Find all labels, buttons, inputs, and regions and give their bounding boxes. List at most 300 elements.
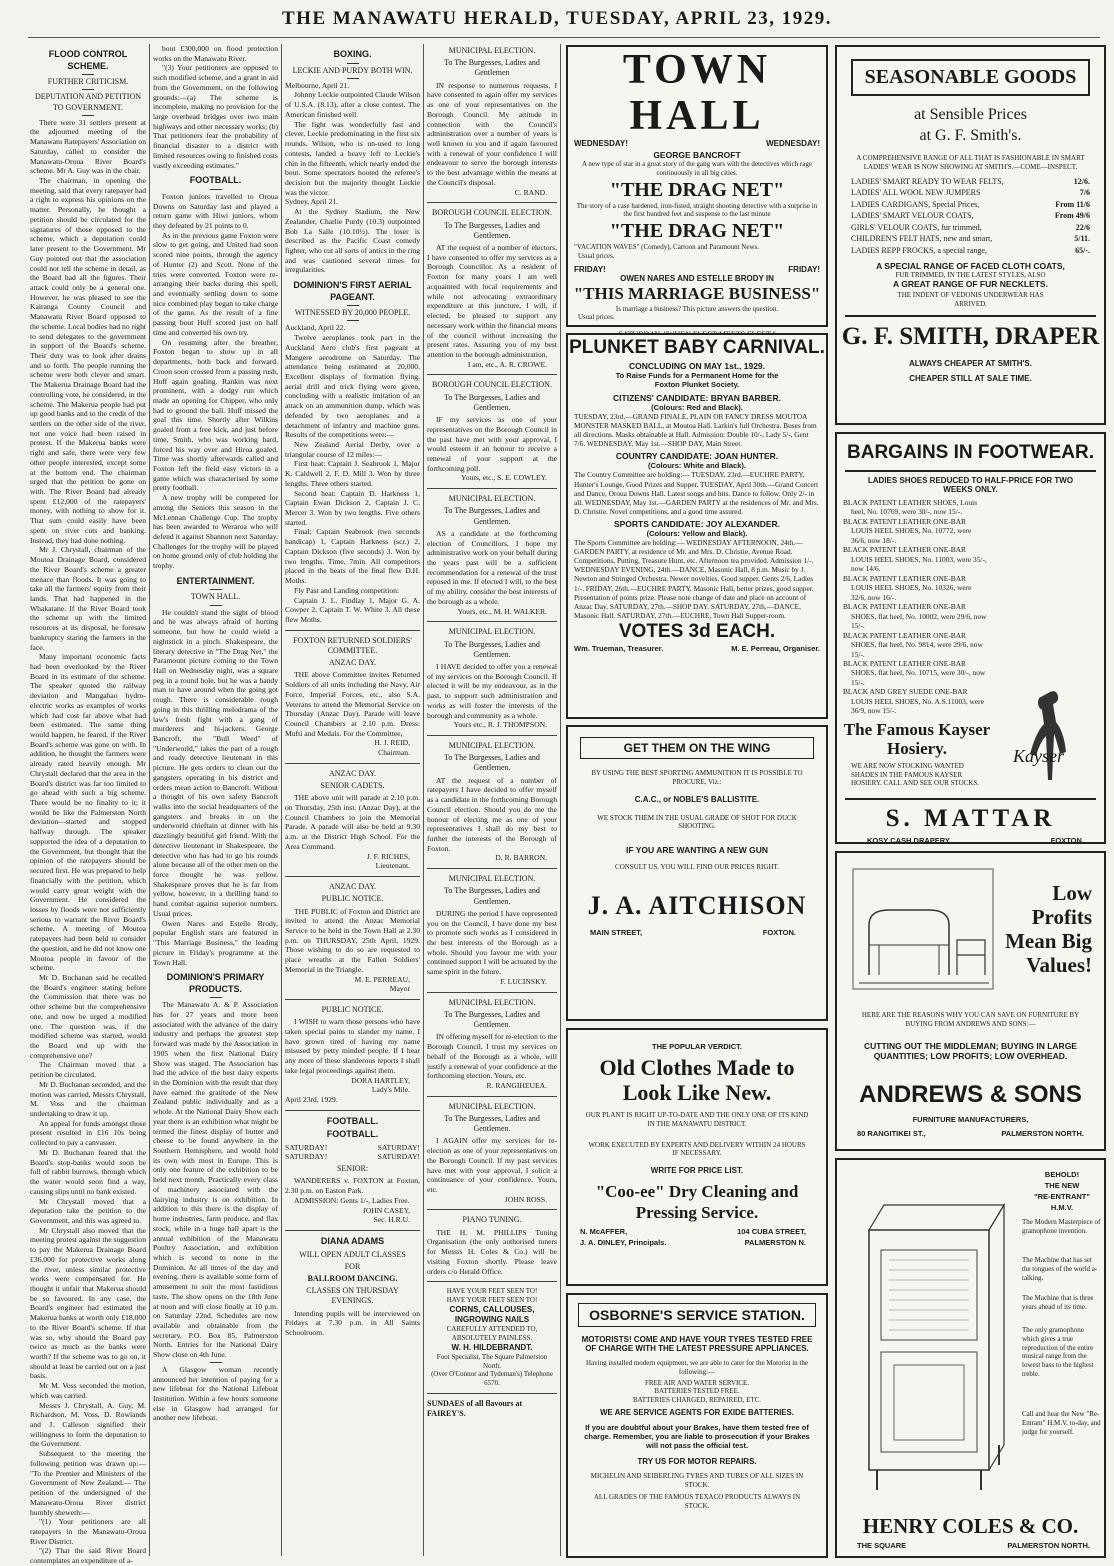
column-rule — [423, 44, 424, 1556]
service-item: BATTERIES CHARGED, REPAIRED, ETC. — [632, 1396, 762, 1404]
address-row — [857, 1129, 1084, 1138]
day-label: FRIDAY! — [574, 264, 606, 274]
signature: D. R. BARRON. — [495, 853, 547, 863]
star-name: GEORGE BANCROFT — [653, 150, 741, 160]
paragraph: "(1) Your petitioners are all ratepayers in the Manawatu-Oroua River District. — [30, 1517, 146, 1546]
subheadline: WITNESSED BY 20,000 PEOPLE. — [294, 308, 411, 318]
ad-line: A new type of star in a great story of the gang wars with the detectives which rage continuously in all big cities. — [582, 160, 812, 177]
headline: DOMINION'S FIRST AERIAL PAGEANT. — [293, 280, 412, 302]
candidate-events: The Sports Committee are holding:— WEDNESDAY AFTERNOON, 24th.—GARDEN PARTY, at residence of Mr. and Mrs. D. Christie, Avenue Road. Competitions, Putting, Treasure Hunt, etc. Afternoon tea provided. Admission 1/-. WEDNESDAY EVENING, 24th.—DANCE, Masonic Hall, 8 p.m. Music by J. Newton and Stringed Orchestra. Newer novelties. Good supper. Gents 2/6, Ladies 1/-. FRIDAY, 26th.—EUCHRE PARTY, Masonic Hall, better prizes, good supper. Presentation of points prize. Please note change of date and place on account of Anzac Day. SATURDAY, 27th.—SHOP DAY. SATURDAY, 27th.—DANCE, Masonic Hall. SATURDAY, 27th.—EUCHRE, Town Hall Supper-room. — [574, 537, 814, 620]
ad-line: FUR TRIMMED, IN THE LATEST STYLES, ALSO — [895, 270, 1046, 279]
notice-salutation: To The Burgesses, Ladies and Gentlemen. — [444, 220, 540, 240]
subheadline: DEPUTATION AND PETITION TO GOVERNMENT. — [34, 92, 141, 112]
paragraph: Subsequent to the meeting the following petition was drawn up:— "To the Premier and Ministers of the Government of New Zealand.— The petition of the undersigned of the Manawatu-Oroua River district humbly sheweth:— — [30, 1449, 146, 1517]
signature: Yours etc., R. J. THOMPSON. — [453, 720, 547, 730]
admission: ADMISSION: Gents 1/-, Ladies Free. — [294, 1195, 410, 1205]
ad-line: If you are doubtful about your Brakes, have them tested free of charge. Remember, you are liable to prosecution if your Brakes will not pass the official test. — [584, 1422, 810, 1450]
notice-salutation: To The Burgesses, Ladies and Gentlemen. — [444, 1113, 540, 1134]
address: 80 RANGITIKEI ST., — [857, 1129, 926, 1138]
signature: JOHN ROSS. — [504, 1194, 547, 1204]
election-notice — [427, 380, 557, 483]
paragraph: Many important economic facts had been overlooked by the River Board in its estimate of the scheme. The speaker quoted the railway deviation and Mangahao hydro-electric works as examples of works which had cost far above what had been estimated. The same thing would happen, he feared, if the River Board's scheme was gone on with. In addition, he thought the farmers were already rated heavily enough. Mr Chrystall declared that the area in the Board's district was far too limited to go ahead with such a big scheme. There would be no finality to it; it would be like the Palmerston North deviation—started and stopped halfway through. The speaker supported the idea of a deputation to the Government, but thought that the opinion of the ratepayers should be secured first. He was prepared to help financially with the petition, which would carry great weight with the Government. He considered the losses by floods were not sufficiently serious to warrant the River Board's scheme. A meeting of Moutoa ratepayers had been held to consider the question, and he did not know one Moutoa people in favour of the scheme. — [30, 652, 146, 973]
paragraph: Twelve aeroplanes took part in the Auckland Aero club's first pageant at Mangere aerodrome on Saturday. The attendance being estimated at 20,000. Excellent displays of formation flying, aerial drill and trick flying were given, concluding with a realistic imitation of an attack on an ammunition dump, which was defended by two aeroplanes and a detachment of infantry and machine guns. Results of the competitions were:— — [285, 333, 420, 440]
notice-body: DURING the period I have represented you on the Council, I have done my best to promote such works as I considered in the best interests of the Borough as a whole. Should you favour me with your continued support I will be actuated by the same spirit in the future. — [427, 908, 557, 977]
ad-title: SEASONABLE GOODS — [851, 59, 1090, 96]
town: PALMERSTON NORTH. — [1001, 1129, 1084, 1138]
item-price: 5/11. — [1074, 234, 1090, 244]
business-name: Pressing Service. — [635, 1203, 759, 1222]
ad-line: CHEAPER STILL AT SALE TIME. — [909, 373, 1032, 383]
ad-line: A SPECIAL RANGE OF FACED CLOTH COATS, — [876, 260, 1065, 271]
shoe-item: BLACK PATENT LEATHER ONE-BAR SHOES, flat heel, No. 10002, were 29/6, now 15/-. — [843, 602, 987, 631]
ad-line: Usual prices. — [578, 313, 615, 322]
ad-line: CONSULT US. YOU WILL FIND OUR PRICES RIGHT. — [615, 863, 779, 871]
paragraph: Second heat: Captain D. Harkness 1, Captain Ewan Dickson 2, Captain J. C. Mercer 3. Won by two lengths. Five others started. — [285, 488, 420, 527]
ad-title-line: Profits — [1031, 905, 1092, 929]
paragraph: The Chairman moved that a petition be circulated. — [30, 1060, 146, 1080]
ad-title-line: Values! — [1026, 953, 1092, 977]
notice-subheading: ANZAC DAY. — [328, 658, 377, 668]
advertiser-name: S. MATTAR — [885, 805, 1056, 833]
dateline: Sydney, April 21. — [285, 197, 339, 207]
dateline: Auckland, April 22. — [285, 323, 346, 333]
shoe-item: BLACK PATENT LEATHER ONE-BAR LOUIS HEEL SHOES, No. 10326, were 32/6, now 16/-. — [843, 573, 972, 602]
gf-smith-ad — [835, 45, 1106, 425]
item-name: LADIES' SMART VELOUR COATS, — [851, 211, 974, 221]
paragraph: A new trophy will be competed for among the Seniors this season in the McLennan Challenge Cup. The trophy has been awarded to Weraroa who will defend it against Shannon next Saturday. Challenges for the trophy will be played on home ground only of club holding the trophy. — [153, 493, 278, 571]
ad-line: Having installed modern equipment, we are able to cater for the Motorist in the following:— — [586, 1359, 808, 1376]
notice-body: THE H. M. PHILLIPS Tuning Organisation (the only authorised tuners for Messrs H. Coles & Co.) will be visiting Foxton shortly. Please leave orders c/o Herald Office. — [427, 1227, 557, 1276]
price-item — [837, 199, 1104, 211]
service-item: BATTERIES TESTED FREE. — [654, 1387, 740, 1396]
paragraph: Captain J. L. Findlay 1, Major G. A. Cowper 2, Captain T. W. White 3. All these flew Moths. — [285, 595, 420, 624]
furniture-illustration — [849, 865, 999, 995]
ad-line: Intending pupils will be interviewed on Fridays at 7.30 p.m. in All Saints Schoolroom. — [285, 1308, 420, 1338]
ad-line: THE INDENT OF VEDONIS UNDERWEAR HAS ARRIVED. — [897, 291, 1044, 309]
item-price: 65/-. — [1075, 246, 1090, 256]
notice-heading: MUNICIPAL ELECTION. — [448, 627, 536, 637]
foot-specialist-ad — [427, 1287, 557, 1388]
advertiser-name: HENRY COLES & CO. — [862, 1514, 1079, 1538]
paragraph: The fight was wonderfully fast and clever, Leckie predominating in the first six rounds. Wilson, who is un-used to long contests, landed a heavy left to Leckie's chin in the fifteenth, which nearly ended the bout. Some spectators hooted the referee's decision but the majority thought Leckie was the victor. — [285, 119, 420, 197]
film-title: "THE DRAG NET" — [609, 178, 785, 201]
paragraph: There were 31 settlers present at the adjourned meeting of the Manawatu Ratepayers' Association on Saturday, called to consider the Manawatu-Oroua River Board's scheme. Mr A. Guy was in the chair. — [30, 117, 146, 176]
day-label: SATURDAY! — [377, 1152, 420, 1162]
notice-body: I WISH to warn those persons who have taken special pains to slander my name. I have grown tired of having my name misused by petty minded people. If I hear any more of these slanderous reports I shall take legal proceedings against them. — [285, 1017, 420, 1075]
shoe-item: BLACK AND GREY SUEDE ONE-BAR LOUIS HEEL SHOES, No. A.S.11003, were 36/9, now 15/-. — [843, 687, 984, 716]
price-item — [837, 222, 1104, 234]
signature: DORA HARTLEY, — [351, 1075, 410, 1085]
election-notice — [427, 998, 557, 1091]
item-name: CHILDREN'S FELT HATS, new and smart, — [851, 234, 993, 244]
day-label: SATURDAY! — [285, 1142, 328, 1152]
election-notice — [427, 208, 557, 369]
shoe-item: BLACK PATENT LEATHER SHOES, Louis heel, No. 10769, were 30/-, now 15/-. — [843, 498, 978, 517]
notice-salutation: To The Burgesses, Ladies and Gentlemen. — [444, 639, 540, 659]
article-flood-control — [30, 44, 146, 1566]
kayser-heading: The Famous Kayser — [843, 719, 991, 739]
paragraph: "(3) Your petitioners are opposed to such modified scheme, and a grant in aid from the Government, on the following grounds:—(a) The scheme is incomplete, making no provision for the large overhead bridges over two main highways and other necessary works; (b) That petitioners fear the probability of financial disaster to a district with limited resources owing to finished costs vastly exceeding estimates." — [153, 63, 278, 170]
ad-line: ALWAYS CHEAPER AT SMITH'S. — [909, 358, 1032, 368]
candidate-colours: (Colours: White and Black). — [648, 461, 746, 471]
notice-salutation: To The Burgesses, Ladies and Gentlemen. — [444, 886, 540, 906]
paragraph: Johnny Leckie outpointed Claude Wilson of U.S.A. (8.13), after a close contest. The American finished well. — [285, 90, 420, 119]
notice-heading: ANZAC DAY. — [328, 882, 377, 892]
notice-salutation: To The Burgesses, Ladies and Gentlemen — [444, 58, 540, 78]
notice-heading: BOROUGH COUNCIL ELECTION. — [432, 380, 552, 390]
candidate-heading: SPORTS CANDIDATE: JOY ALEXANDER. — [613, 518, 781, 529]
signature-title: Lieutenant. — [375, 861, 410, 871]
paragraph: An appeal for funds amongst those present resulted in £16 10s being collected to pay a canvasser. — [30, 1118, 146, 1148]
principal-row — [568, 1236, 826, 1247]
paragraph: Owen Nares and Estelle Brody, popular English stars are featured in "This Marriage Business," the leading picture in Friday's programme at the Town Hall. — [153, 918, 278, 967]
headline: FOOTBALL. — [326, 1129, 379, 1140]
signature: M. E. PERREAU, — [354, 974, 410, 984]
paragraph: Mr J. Chrystall, chairman of the Moutoa Drainage Board, considered the River Board's scheme a greater menace than floods. It was going to take all the farmers' equity from their lands. That had happened in the Whakatane. If the River Board took the scheme up with the limited resources at its disposal, he foresaw bankruptcy staring the farmers in the face. — [30, 545, 146, 652]
piano-notice — [427, 1215, 557, 1276]
item-price: From 11/6 — [1055, 199, 1090, 209]
paragraph: Messrs J. Chrystall, A. Guy, M. Richardson, M. Voss, D. Rowlands and J. Calleson signified their willingness to form the deputation to the Government. — [30, 1400, 146, 1449]
business-name: "Coo-ee" Dry Cleaning and — [595, 1182, 799, 1201]
ad-paragraph: The Modern Masterpiece of gramophone invention. — [1022, 1218, 1101, 1235]
shoe-item: BLACK PATENT LEATHER ONE-BAR SHOES, flat heel, No. 10715, were 30/-, now 15/-. — [843, 658, 986, 687]
principal-row — [568, 1223, 826, 1236]
ad-title: Look Like New. — [622, 1080, 772, 1105]
item-price: From 49/6 — [1054, 211, 1090, 221]
ad-line: Is marriage a business? This picture answers the question. — [615, 304, 779, 313]
notice-heading: FOXTON RETURNED SOLDIERS' COMMITTEE. — [293, 635, 412, 655]
signature: I am, etc., A. R. CROWE. — [467, 359, 547, 369]
saturday-row — [285, 1143, 420, 1153]
ad-title: BARGAINS IN FOOTWEAR. — [847, 442, 1094, 463]
ad-line: WILL OPEN ADULT CLASSES — [299, 1249, 406, 1259]
notice-body: IN response to numerous requests, I have consented to again offer my services as one of your representatives on the Borough Council. My attitude in connection with the Council's administration over a number of years is well known to you and if again favoured with a renewal of your confidence I will endeavour to serve the borough interests to the best advantage within the means at the Council's disposal. — [427, 80, 557, 187]
ad-title: PLUNKET BABY CARNIVAL. — [569, 337, 825, 358]
notice-heading: MUNICIPAL ELECTION. — [448, 1101, 536, 1111]
ad-line: H.M.V. — [1050, 1203, 1074, 1212]
candidate-events: TUESDAY, 23rd.—GRAND FINALE, PLAIN OR FANCY DRESS MOUTOA MONSTER MASKED BALL, at Moutoa Hall. Larkin's full Orchestra. Buses from all directions. Masks obtainable at Hall. Admission: Double 10/-, Lady 5/-, Gent 7/6. WEDNESDAY, May 1st.—SHOP DAY, Main Street. — [574, 412, 817, 449]
film-title: "THIS MARRIAGE BUSINESS" — [573, 283, 821, 303]
election-notice — [427, 46, 557, 197]
subheadline: LECKIE AND PURDY BOTH WIN. — [292, 65, 413, 75]
ad-line: Foot Specialist, The Square Palmerston North. — [436, 1352, 548, 1370]
notice-heading: MUNICIPAL ELECTION. — [448, 997, 536, 1007]
ad-line: WE ARE NOW STOCKING WANTED SHADES IN THE FAMOUS KAYSER HOSIERY. CALL AND SEE OUR STOCKS. — [851, 761, 980, 788]
headline: DOMINION'S PRIMARY PRODUCTS. — [166, 972, 265, 994]
principal: N. McAFFER, — [580, 1227, 628, 1236]
item-price: 7/6 — [1079, 188, 1090, 198]
item-price: 12/6. — [1073, 176, 1090, 186]
town: FOXTON. — [1050, 836, 1084, 846]
item-name: LADIES REPP FROCKS, a special range, — [851, 246, 987, 256]
ad-line: Usual prices. — [578, 251, 615, 260]
treasurer: Wm. Trueman, Treasurer. — [574, 643, 664, 653]
paragraph: As in the previous game Foxton were slow to get going, and United had soon scored nine points, through the agency of Hunter (2) and Scott. None of the tries were converted. Foxton were re-arranging their backs during this spell, and eventually settling down to some nice combined play began to take charge of the game. As the result of a fine passing bout Huff scored just on half time and converted his own try. — [153, 230, 278, 337]
headline: ENTERTAINMENT. — [176, 575, 255, 586]
organiser: M. E. Perreau, Organiser. — [731, 643, 820, 653]
shoe-item: BLACK PATENT LEATHER ONE-BAR SHOES, flat heel, No. 9814, were 29/6, now 15/-. — [843, 630, 983, 659]
paragraph: New Zealand Aerial Derby, over a triangular course of 12 miles:— — [285, 440, 420, 459]
service-item: FREE AIR AND WATER SERVICE. — [644, 1378, 750, 1387]
address-row — [568, 922, 826, 937]
candidate-colours: (Colours: Yellow and Black). — [646, 528, 748, 538]
ad-title-line: Low — [1052, 881, 1092, 905]
ad-title: Old Clothes Made to — [599, 1055, 795, 1080]
match-details: WANDERERS v. FOXTON at Foxton, 2.30 p.m. on Easton Park. — [285, 1176, 420, 1196]
notice-body: I HAVE decided to offer you a renewal of my services on the Borough Council. If elected it will be my endeavour, as in the past, to support such administration and works as will foster the interests of the borough and community as a whole. — [427, 661, 557, 720]
notice-date: April 23rd, 1929. — [285, 1094, 338, 1104]
advertiser-name: DIANA ADAMS — [320, 1236, 385, 1246]
ad-line: BALLROOM DANCING. — [307, 1273, 398, 1283]
advertiser-name: G. F. SMITH, DRAPER — [841, 322, 1100, 350]
notice-heading: MUNICIPAL ELECTION. — [448, 46, 536, 55]
signature: JOHN CASEY, — [362, 1205, 410, 1215]
notice-salutation: To The Burgesses, Ladies and Gentlemen. — [444, 506, 540, 526]
ad-line: WE STOCK THEM IN THE USUAL GRADE OF SHOT FOR DUCK SHOOTING. — [597, 813, 797, 831]
price-item — [837, 187, 1104, 199]
ad-title: GET THEM ON THE WING — [580, 737, 814, 759]
notice-body: I AGAIN offer my services for re-election as one of your representatives on the Borough Council. If my past services have met with your approval, I solicit a continuance of your confidence. Yours, etc. — [427, 1136, 557, 1194]
principal: J. A. DINLEY, Principals. — [580, 1238, 667, 1247]
notice-body: IN offering myself for re-election to the Borough Council, I trust my services on behalf of the Borough as a whole, will justify a renewal of your confidence at the forthcoming election. Yours, etc. — [427, 1032, 557, 1081]
ad-paragraph: The Machine that is three years ahead of its time. — [1022, 1294, 1094, 1311]
ad-line: WORK EXECUTED BY EXPERTS AND DELIVERY WITHIN 24 HOURS IF NECESSARY. — [588, 1140, 806, 1158]
signature: F. LUCINSKY. — [500, 976, 547, 986]
shoe-item: BLACK PATENT LEATHER ONE-BAR LOUIS HEEL SHOES, No. 11003, were 35/-, now 14/6. — [843, 545, 987, 574]
notice-body: AT the request of a number of electors, I have consented to offer my services as a Borough Councillor. As a resident of Foxton for many years I am well acquainted with local requirements and while not advocating extraordinary expenditure at this juncture, I will, if elected, be pleased to support any necessary work within the financial means of the council without increasing the present rates. Assuring you of my best attention to the borough administration, — [427, 243, 557, 359]
address: MAIN STREET, — [590, 927, 643, 937]
item-name: GIRLS' VELOUR COATS, fur trimmed, — [851, 222, 982, 232]
item-name: LADIES' ALL WOOL NEW JUMPERS — [851, 188, 981, 198]
notice-salutation: To The Burgesses, Ladies and Gentlemen. — [444, 753, 540, 773]
ad-title — [1005, 881, 1092, 977]
paragraph: Mr D. Buchanan said he recalled the Board's engineer stating before the Commission that there was no other scheme but the comprehensive one, and now he urged a modified one. The question was, if the modified scheme was started, would the Board end up with the comprehensive one? — [30, 972, 146, 1060]
ad-line: LADIES SHOES REDUCED TO HALF-PRICE FOR TWO WEEKS ONLY. — [867, 476, 1074, 494]
gramophone-cabinet-illustration — [849, 1190, 1019, 1510]
ad-line: HERE ARE THE REASONS WHY YOU CAN SAVE ON FURNITURE BY BUYING FROM ANDREWS AND SONS:— — [861, 1011, 1080, 1028]
advertiser-name: J. A. AITCHISON — [587, 890, 807, 920]
ad-line: CUTTING OUT THE MIDDLEMAN; BUYING IN LARGE QUANTITIES; LOW PROFITS; LOW OVERHEAD. — [864, 1041, 1077, 1061]
tagline: KOSY CASH DRAPERY — [867, 836, 950, 846]
kayser-signature: Kayser — [1013, 746, 1064, 766]
column-rule — [149, 44, 150, 1556]
plunket-carnival-ad — [566, 333, 828, 719]
ad-line: THE POPULAR VERDICT. — [651, 1042, 742, 1051]
paragraph: Final: Captain Seabrook (two seconds handicap) 1, Captain Harkness (scr.) 2, Captain Dickson (five seconds) 3. Won by two lengths. Time, 7min. All competitors placed in the heats of the final flew D.H. Moths. — [285, 527, 420, 586]
paragraph: Mr Chrystall moved that a deputation take the petition to the Government, and this was agreed to. — [30, 1196, 146, 1225]
ad-line: at Sensible Prices — [914, 106, 1027, 123]
ad-line: A COMPREHENSIVE RANGE OF ALL THAT IS FASHIONABLE IN SMART LADIES' WEAR IS NOW SHOWING AT SMITH'S.—COME—INSPECT. — [856, 154, 1085, 171]
column-4-notices — [427, 44, 557, 1560]
dateline: Melbourne, April 21. — [285, 80, 350, 90]
day-label: WEDNESDAY! — [766, 139, 820, 148]
paragraph: Foxton juniors travelled to Oroua Downs on Saturday last and played a return game with Hiwi juniors, whom they defeated by 21 points to 0. — [153, 191, 278, 231]
notice-body: THE above unit will parade at 2.10 p.m. on Thursday, 25th inst. (Anzac Day), at the Council Chambers to join the Memorial Parade. A parade will also be held at 9.30 a.m. at the District High School. For the Area Command. — [285, 793, 420, 851]
paragraph: The chairman, in opening the meeting, said that every ratepayer had a right to express his opinions on the matter. Personally, he thought a petition should be circulated for the signatures of those opposed to the scheme, which a deputation could later present to the Government. Mr Guy pointed out that the association could not tell the scheme in detail, as the Board had all the figures. Their attack could only be a general one. However, he was pleased to see the Kairanga County Council and Manawatu River Board opposed to the scheme. Local bodies had no right to send delegates to the government in support of the Board's scheme. Their duty was to look after drains and so forth. The people running the scheme were both clever and smart. The Makerua Drainage Board had the controlling vote, he considered, in the scheme. The Makerua people had put up good banks and to the credit of the settlers on the other side of the river, not one voice had been raised in protest. If the Makerua banks were right and safe, there were very few other people interested, except some at the bottom end. The chairman urged that the petition be gone on with. The River Board had already spent £12,000 of the ratepayers' money, with nothing to show for it. That sum could easily have been spent on river cuts and banking. Instead, they had done nothing. — [30, 176, 146, 545]
ad-line: OUR PLANT IS RIGHT UP-TO-DATE AND THE ONLY ONE OF ITS KIND IN THE MANAWATU DISTRICT. — [585, 1111, 809, 1128]
column-rule — [281, 44, 282, 1556]
dry-cleaning-ad — [566, 1028, 828, 1286]
osborne-service-station-ad — [566, 1293, 828, 1558]
henry-coles-gramophone-ad — [835, 1158, 1106, 1558]
ad-line: (Over O'Connor and Tydeman's) Telephone 6570. — [431, 1370, 553, 1388]
ad-line: MOTORISTS! COME AND HAVE YOUR TYRES TESTED FREE OF CHARGE WITH THE LATEST PRESSURE APPLIANCES. — [581, 1335, 813, 1353]
ad-line: FURNITURE MANUFACTURERS, — [912, 1115, 1029, 1124]
column-2 — [153, 44, 278, 1560]
grade-label: SENIOR: — [336, 1164, 369, 1174]
notice-salutation: To The Burgesses, Ladies and Gentlemen. — [444, 1009, 540, 1030]
paragraph: Mr D. Buchanan seconded, and the motion was carried, Messrs Chrystall, M. Voss and the chairman undertaking to draw it up. — [30, 1079, 146, 1119]
ad-title: TOWN HALL — [622, 47, 772, 139]
ad-paragraph: Call and hear the New "Re-Entrant" H.M.V. to-day, and judge for yourself. — [1022, 1410, 1101, 1436]
paragraph: "(2) That the said River Board contemplates an expenditure of a- — [30, 1546, 146, 1566]
town: PALMERSTON NORTH. — [1007, 1541, 1090, 1550]
notice-subheading: SENIOR CADETS. — [320, 781, 385, 791]
notice-body: AS a candidate at the forthcoming election of Councillors, I hope my administrative work on your behalf during the years past will be a sufficient recommendation for a renewal of the trust reposed in me. If elected I will, to the best of my ability, consider the best interests of the borough as a whole. — [427, 528, 557, 606]
notice-heading: MUNICIPAL ELECTION. — [448, 494, 536, 504]
ad-line: Foxton Plunket Society. — [654, 380, 740, 389]
election-notice — [427, 874, 557, 986]
ad-line: C.A.C., or NOBLE'S BALLISTITE. — [634, 794, 760, 804]
ad-title-line: Mean Big — [1005, 929, 1092, 953]
advertiser-name: ANDREWS & SONS — [859, 1081, 1082, 1108]
friday-row — [568, 261, 826, 274]
column-rule — [560, 44, 561, 1556]
election-notice — [427, 627, 557, 730]
signature-title: Sec. H.R.U. — [373, 1215, 410, 1225]
ad-line: TRY US FOR MOTOR REPAIRS. — [637, 1456, 757, 1466]
item-price: 22/6 — [1075, 222, 1090, 232]
ad-line: "RE-ENTRANT" — [1034, 1192, 1090, 1201]
signature-title: Chairman. — [378, 748, 410, 758]
signature: H. J. REID, — [374, 738, 410, 748]
ad-line: CORNS, CALLOUSES, INGROWING NAILS — [449, 1304, 535, 1324]
notice-subheading: PUBLIC NOTICE. — [321, 894, 384, 904]
headline: FOOTBALL. — [189, 175, 242, 186]
paragraph: Mr Chrystall also moved that the meeting protest against the suggestion to pay the Makerua Drainage Board £36,000 for protective works along the river, unless similar protective works were compensated for. He thought it unfair that Makerua should be so favoured. In any case, the Board's engineer had estimated the Makerua banks at worth only £18,000 to the River Board's scheme. If that was so, why should the Board pay twice as much as the banks were worth? If the scheme was to go on, it should at least be carried out on a just basis. — [30, 1225, 146, 1381]
headline: FLOOD CONTROL SCHEME. — [48, 49, 128, 71]
fairey-ad: SUNDAES of all flavours at FAIREY'S. — [427, 1398, 523, 1419]
headline: FOOTBALL. — [326, 1115, 379, 1126]
address: 104 CUBA STREET, — [737, 1227, 806, 1236]
ad-line: ALL GRADES OF THE FAMOUS TEXACO PRODUCTS ALWAYS IN STOCK. — [593, 1493, 801, 1510]
election-notice — [427, 494, 557, 616]
shoe-item: BLACK PATENT LEATHER ONE-BAR LOUIS HEEL SHOES, No. 10772, were 36/6, now 18/-. — [843, 516, 972, 545]
signature: Yours, etc., S. E. COWLEY. — [461, 473, 547, 483]
paragraph: A Glasgow woman recently announced her intention of paying for a new lifeboat for the National Lifeboat Institution. Within a few hours someone else in Glasgow had arranged for another new lifeboat. — [153, 1364, 278, 1423]
ad-line: CLASSES ON THURSDAY EVENINGS. — [306, 1286, 399, 1306]
star-names: OWEN NARES AND ESTELLE BRODY IN — [620, 273, 774, 283]
saturday-row — [285, 1152, 420, 1162]
notice-body: AT the request of a number of ratepayers I have decided to offer myself as a candidate in the forthcoming Borough Council election. Should you do me the honour of electing me as one of your representatives I shall do my best to further the interests of the Borough of Foxton. — [427, 775, 557, 853]
column-3 — [285, 44, 420, 1560]
election-notice — [427, 741, 557, 863]
votes-banner: VOTES 3d EACH. — [618, 620, 776, 642]
notice-heading: BOROUGH COUNCIL ELECTION. — [432, 208, 552, 218]
signature: R. RANGIHEUEA. — [486, 1080, 547, 1090]
address-row — [857, 1541, 1090, 1550]
candidate-heading: COUNTRY CANDIDATE: JOAN HUNTER. — [615, 451, 779, 462]
ad-line: A GREAT RANGE OF FUR NECKLETS. — [893, 279, 1048, 290]
notice-salutation: To The Burgesses, Ladies and Gentlemen. — [444, 392, 540, 412]
masthead — [0, 0, 1114, 40]
mattar-footwear-ad — [835, 432, 1106, 844]
ad-line: To Raise Funds for a Permanent Home for the — [615, 371, 779, 380]
film-title: "THE DRAG NET" — [609, 220, 785, 242]
address-row — [837, 834, 1104, 845]
paragraph: Fly Past and Landing competition: — [294, 585, 400, 595]
day-label: SATURDAY! — [285, 1152, 328, 1162]
notice-heading: ANZAC DAY. — [328, 768, 377, 778]
day-label: WEDNESDAY! — [574, 139, 628, 148]
wednesday-row — [568, 139, 826, 148]
price-item — [837, 233, 1104, 245]
notice-heading: PUBLIC NOTICE. — [321, 1005, 384, 1014]
ad-line: HAVE YOUR FEET SEEN TO! — [446, 1295, 538, 1304]
notice-heading: PIANO TUNING. — [462, 1215, 522, 1225]
ad-line: IF YOU ARE WANTING A NEW GUN — [626, 845, 768, 855]
ad-line: THE NEW — [1044, 1181, 1080, 1190]
paragraph: Mr D. Buchanan feared that the Board's stop-banks would soon be full of rabbit burrows, through which the water would soon find a way, causing slips until no bank existed. — [30, 1147, 146, 1196]
ad-line: CONCLUDING ON MAY 1st., 1929. — [628, 361, 766, 371]
aitchison-ammunition-ad — [566, 725, 828, 1021]
ad-line: WRITE FOR PRICE LIST. — [650, 1166, 744, 1175]
woman-figure-illustration — [1012, 684, 1082, 784]
price-item — [837, 176, 1104, 188]
town: PALMERSTON N. — [744, 1238, 806, 1247]
candidate-colours: (Colours: Red and Black). — [651, 403, 743, 412]
headline: BOXING. — [333, 49, 372, 59]
item-name: LADIES CARDIGANS, Special Prices, — [851, 199, 980, 209]
ad-paragraph: The only gramophone which gives a true reproduction of the entire musical range from the lowest bass to the highest treble. — [1022, 1326, 1094, 1378]
notice-body: THE above Committee invites Returned Soldiers of all units including the Navy, Air Force, Imperial Forces, etc., also S.A. Veterans to attend the Memorial Service on Thursday (Anzac Day). Parade will leave Council Chambers at 2.10 p.m. Dress: Mufti and Medals. For the Committee, — [285, 670, 420, 738]
signature-title: Lady's Mile. — [371, 1085, 410, 1095]
ad-line: CAREFULLY ATTENDED TO, ABSOLUTELY PAINLESS. — [446, 1325, 538, 1342]
andrews-sons-ad — [835, 851, 1106, 1151]
signature: J. F. RICHES, — [366, 851, 410, 861]
paragraph: The Manawatu A. & P. Association has for 27 years and more been associated with the advance of the dairy industry and perhaps the greatest step forward was made by the Association in 1905 when the first National Dairy Show was staged. The Association has had the advice of the best dairy experts in the Dominion with the result that they have earned the gratitude of the New Zealand public individually and as a whole. At the National Dairy Show each year there is an exhibition what might be termed the finest display of butter and cheese to be found anywhere in the Southern Hemisphere, and would hold its own with most in Europe. This is only one feature of the exhibition to be held next month. Practically every class of machinery associated with the dairying industry is on exhibition. In addition to this there is the display of home industries, farm produce, and flax stock, while in a huge hall apart is the annual exhibition of the Manawatu Poultry Association, and exhibition which is second to none in the Dominion. At all times of the day and evening, there is available some form of amusement to suit the most fastidious taste. The show opens on the 18th June at noon and will close finally at 10 p.m. on Saturday 22nd. Schedules are now available and obtainable from the secretary, P.O. Box 85, Palmerston North. Entries for the National Dairy Show close on 4th June. — [153, 1000, 278, 1360]
ad-line: WE ARE SERVICE AGENTS FOR EXIDE BATTERIES. — [600, 1407, 794, 1417]
ad-line: MICHELIN AND SEIBERLING TYRES AND TUBES OF ALL SIZES IN STOCK. — [590, 1471, 804, 1489]
subheadline: TOWN HALL. — [190, 592, 241, 602]
ad-line: BEHOLD! — [1044, 1170, 1080, 1179]
advertiser-name: W. H. HILDEBRANDT. — [451, 1342, 533, 1352]
signature: C. RAND. — [514, 187, 547, 197]
paragraph: At the Sydney Stadium, the New Zealander, Charlie Purdy (10.3) outpointed Bob La Salle (10.10½). The loser is described as the Pacific Coast comedy fighter, who cut all sorts of antics in the ring and was cautioned several times for irregularities. — [285, 207, 420, 275]
ad-line: "VACATION WAVES" (Comedy), Cartoon and Paramount News. — [574, 243, 759, 251]
ad-line: HAVE YOUR FEET SEEN TO! — [446, 1287, 538, 1296]
paragraph: bout £300,000 on flood protection works on the Manawatu River. — [153, 44, 278, 63]
election-notice — [427, 1102, 557, 1205]
town: FOXTON. — [762, 927, 796, 937]
kayser-heading: Hosiery. — [887, 738, 947, 758]
address: THE SQUARE — [857, 1541, 907, 1550]
ad-line: FOR — [344, 1261, 361, 1271]
signature: Yours, etc., M. H. WALKER. — [457, 606, 547, 616]
paragraph: On resuming after the breather, Foxton began to show up in all departments, both back and forward. Croon soon crossed from a passing rush, Huff again goaling. Rankin was next prominent, with a dodgy run which made an opening for Chipper, who only had to ground the ball. Huff missed the goal this time. Shortly after Wilkins goaled from a free kick, and just before time, Smith, who was working hard, forced his way over and Hiroa goaled. Time was shortly afterwards called and Foxton left the field easy victors in a game which was characterised by some pretty football. — [153, 337, 278, 493]
item-name: LADIES' SMART READY TO WEAR FELTS, — [851, 176, 1004, 186]
town-hall-ad — [566, 45, 828, 327]
candidate-heading: CITIZENS' CANDIDATE: BRYAN BARBER. — [613, 393, 781, 403]
ad-line: BY USING THE BEST SPORTING AMMUNITION IT IS POSSIBLE TO PROCURE, Viz.: — [591, 769, 803, 786]
notice-body: IF my services as one of your representatives on the Borough Council in the past have met with your approval, I would esteem it an honour to receive a renewal of your support at the forthcoming poll. — [427, 415, 557, 473]
price-item — [837, 210, 1104, 222]
candidate-events: The Country Committee are holding:— TUESDAY, 23rd.—EUCHRE PARTY, Hunter's Lounge, Good Prizes and Supper. TUESDAY, April 30th.—Grand Concert and Dance, Oroua Downs Hall. Latest songs and hits. Dance to follow. Only 2/- in all. WEDNESDAY, May 1st.—GARDEN PARTY at the residences of Mr. and Mrs. D. Christie. Novel competitions, and a good time assured. — [574, 470, 819, 516]
ad-line: The story of a case hardened, iron-fisted, straight shooting detective with a surprise in the first hundred feet and suspense to the last minute — [576, 201, 818, 219]
paragraph: He couldn't stand the sight of blood and he was always afraid of hurting someone, but how he could wield a nightstick in a pinch. Shakespeare, the literary detective in "The Drag Net," the Paramount picture coming to the Town Hall on Wednesday night, was a square peg in a round hole, but he was a handy man to have around when the going got rough. There is considerable rough going in this thrilling melodrama of the law's fresh fight with a gang of murderers and hi-jackers. George Bancroft, the "Bull Weed" of "Underworld," takes the part of a rough and ready detective lieutenant in this picture. He gets orders to clean out the gangsters operating in his district and orders mean action to Bancroft. Without a thought of his own safety Bancroft walks into the social headquarters of the gangsters and breaks in on the underworld chieftain at dinner with his dazzlingly beautiful girl friend. With the detective lieutenant in Shakespeare, the detective who has had to go his rounds alone because all of the other men on the force thought he was yellow. Shakespeare proves that he is far from yellow, however, in a thrilling hand to hand combat against superior numbers. Usual prices. — [153, 607, 278, 918]
notice-heading: MUNICIPAL ELECTION. — [448, 874, 536, 884]
paragraph: First heat: Captain J. Seabrook 1, Major K. Caldwell 2, F. D. Mill 3. Won by three lengths. Three others started. — [285, 459, 420, 488]
